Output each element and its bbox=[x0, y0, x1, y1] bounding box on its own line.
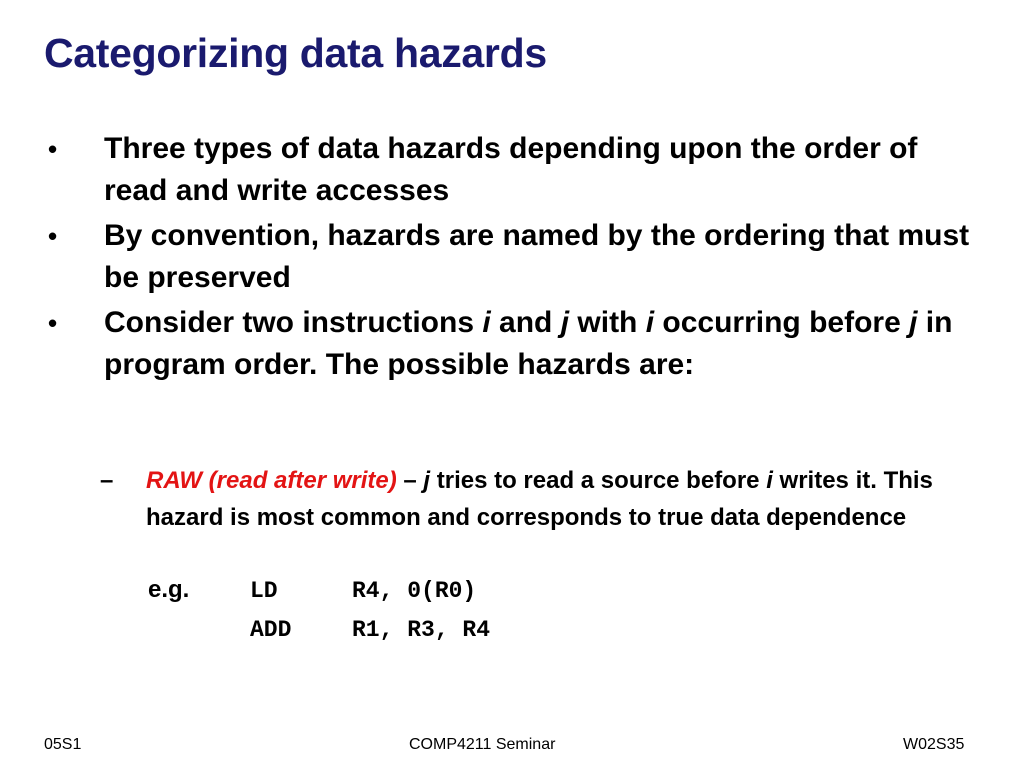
code-opcode: ADD bbox=[250, 617, 292, 643]
bullet-item bbox=[44, 215, 984, 299]
footer-center: COMP4211 Seminar bbox=[409, 736, 556, 753]
text-run: and bbox=[490, 306, 561, 339]
sub-bullet-dash: – bbox=[100, 467, 114, 494]
bullet-marker: • bbox=[48, 308, 58, 338]
bullet-item bbox=[44, 302, 984, 386]
footer-left: 05S1 bbox=[44, 736, 82, 753]
italic-var-j: j bbox=[423, 467, 431, 494]
italic-var-j: j bbox=[560, 306, 570, 339]
italic-var-i: i bbox=[766, 467, 773, 494]
footer-right: W02S35 bbox=[903, 736, 965, 753]
example-label: e.g. bbox=[148, 576, 190, 603]
bullet-text bbox=[104, 302, 984, 386]
text-run: writes it. This hazard is most common and corresponds to true data dependence bbox=[146, 467, 933, 531]
bullet-list bbox=[44, 128, 984, 389]
sub-bullet-text bbox=[146, 462, 980, 536]
text-run: – bbox=[396, 467, 424, 494]
text-run: in program order. The possible hazards are: bbox=[104, 306, 953, 381]
italic-var-i: i bbox=[482, 306, 491, 339]
italic-var-j: j bbox=[909, 306, 918, 339]
code-operands: R1, R3, R4 bbox=[352, 617, 491, 643]
bullet-item bbox=[44, 128, 984, 212]
bullet-text: Three types of data hazards depending upon the order of read and write accesses bbox=[104, 132, 918, 207]
text-run: tries to read a source before bbox=[430, 467, 767, 494]
raw-hazard-label: RAW (read after write) bbox=[146, 467, 397, 494]
bullet-marker: • bbox=[48, 134, 58, 164]
bullet-marker: • bbox=[48, 221, 58, 251]
text-run: occurring before bbox=[654, 306, 910, 339]
code-opcode: LD bbox=[250, 578, 278, 604]
code-operands: R4, 0(R0) bbox=[352, 578, 477, 604]
text-run: with bbox=[569, 306, 646, 339]
bullet-text: By convention, hazards are named by the ordering that must be preserved bbox=[104, 219, 970, 294]
slide-title: Categorizing data hazards bbox=[44, 30, 547, 76]
text-run: Consider two instructions bbox=[104, 306, 483, 339]
sub-bullet-item bbox=[100, 462, 980, 536]
italic-var-i: i bbox=[645, 306, 655, 339]
